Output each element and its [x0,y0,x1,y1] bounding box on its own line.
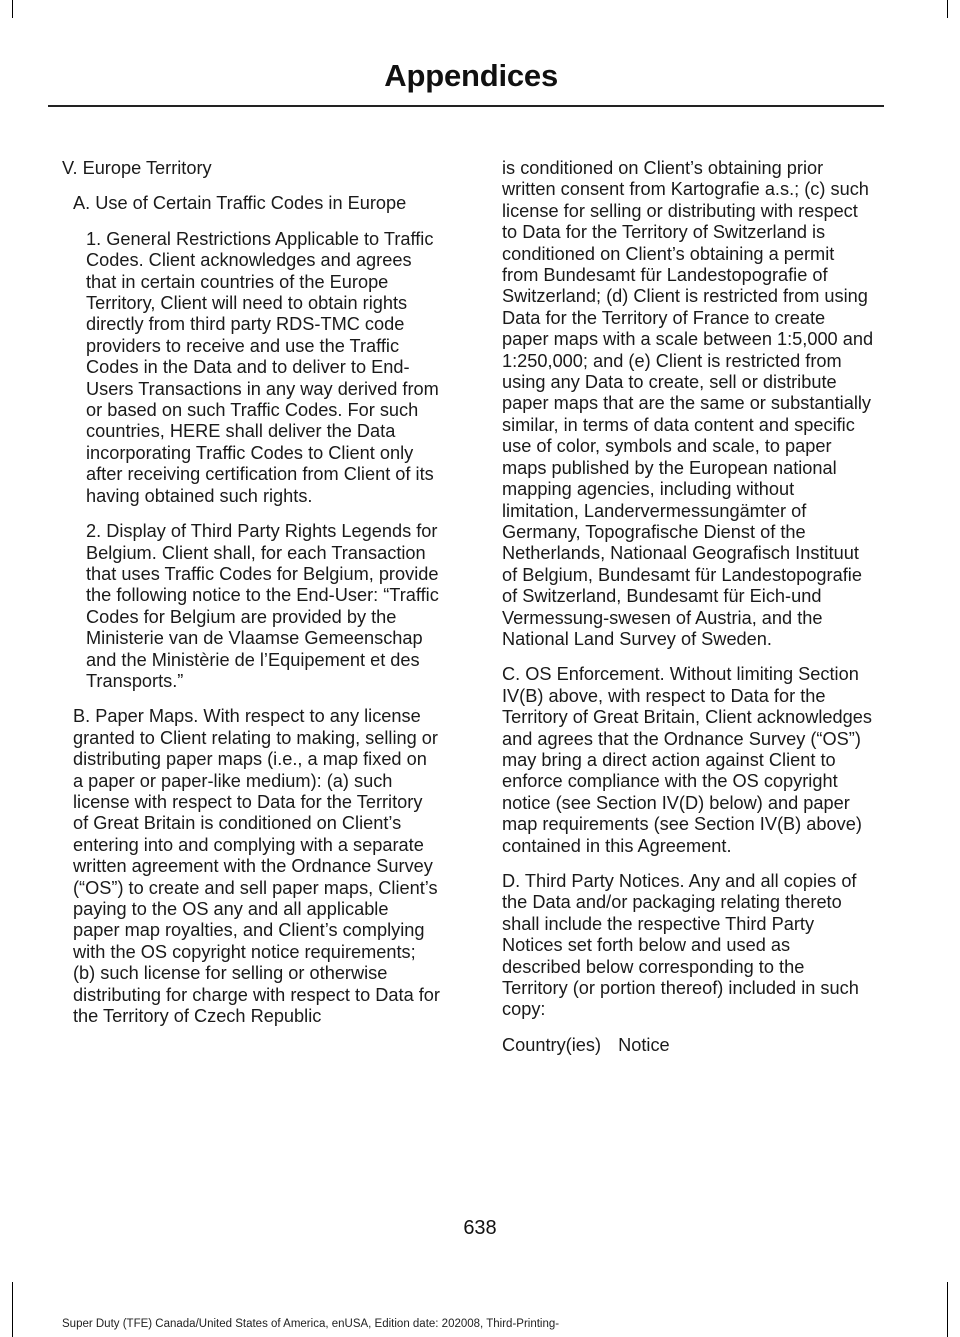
item-2-paragraph: 2. Display of Third Party Rights Legends for Belgium. Client shall, for each Transaction that uses Traffic Codes for Belgium, provide the following notice to the End-User: “Traffic Codes for Belgium are provided by the Ministerie van de Vlaamse Gemeenschap and the Ministèrie de l’Equipement et des Transports.” [86,521,439,691]
footer-edition-text: Super Duty (TFE) Canada/United States of America, enUSA, Edition date: 202008, Third-Printing- [62,1318,560,1330]
crop-mark-top-left [12,0,13,18]
table-header-countries: Country(ies) [502,1034,602,1055]
table-header-notice: Notice [618,1034,670,1055]
right-column [502,158,874,1070]
crop-mark-top-right [947,0,948,18]
left-column [62,158,440,1041]
item-1-paragraph: 1. General Restrictions Applicable to Traffic Codes. Client acknowledges and agrees that in certain countries of the Europe Territory, Client will need to obtain rights directly from third party RDS-TMC code providers to receive and use the Traffic Codes in the Data and to deliver to End-Users Transactions in any way derived from or based on such Traffic Codes. For such countries, HERE shall deliver the Data incorporating Traffic Codes to Client only after receiving certification from Client of its having obtained such rights. [86,228,439,506]
section-b-continued-paragraph: is conditioned on Client’s obtaining prior written consent from Kartografie a.s.; (c) such license for selling or distributing with respect to Data for the Territory of Switzerland is conditioned on Client’s obtaining a permit from Bundesamt für Landestopografie of Switzerland; (d) Client is restricted from using Data for the Territory of France to create paper maps with a scale between 1:5,000 and 1:250,000; and (e) Client is restricted from using any Data to create, sell or distribute paper maps that are the same or substantially similar, in terms of data content and specific use of color, symbols and scale, to paper maps published by the European national mapping agencies, including without limitation, Landervermessungämter of Germany, Topografische Dienst of the Netherlands, Nationaal Geografisch Instituut of Belgium, Bundesamt für Landestopografie of Switzerland, Bundesamt für Eich-und Vermessung-swesen of Austria, and the National Land Survey of Sweden. [502,158,874,649]
notice-table-header [502,1035,874,1056]
page-number: 638 [463,1217,497,1239]
section-c-paragraph: C. OS Enforcement. Without limiting Section IV(B) above, with respect to Data for the Territory of Great Britain, Client acknowledges and agrees that the Ordnance Survey (“OS”) may bring a direct action against Client to enforce compliance with the OS copyright notice (see Section IV(D) below) and paper map requirements (see Section IV(B) above) contained in this Agreement. [502,664,872,856]
section-b-paragraph: B. Paper Maps. With respect to any license granted to Client relating to making, selling or distributing paper maps (i.e., a map fixed on a paper or paper-like medium): (a) such license with respect to Data for the Territory of Great Britain is conditioned on Client’s entering into and complying with a separate written agreement with the Ordnance Survey (“OS”) to create and sell paper maps, Client’s paying to the OS any and all applicable paper map royalties, and Client’s complying with the OS copyright notice requirements; (b) such license for selling or otherwise distributing for charge with respect to Data for the Territory of Czech Republic [73,706,440,1027]
section-a-heading: A. Use of Certain Traffic Codes in Europe [73,193,407,214]
crop-mark-bottom-left [12,1282,13,1337]
header-divider [48,105,884,107]
section-v-heading: V. Europe Territory [62,158,212,178]
section-d-paragraph: D. Third Party Notices. Any and all copies of the Data and/or packaging relating thereto shall include the respective Third Party Notices set forth below and used as described below corresponding to the Territory (or portion thereof) included in such copy: [502,871,859,1020]
page-title: Appendices [384,58,558,93]
crop-mark-bottom-right [947,1282,948,1337]
